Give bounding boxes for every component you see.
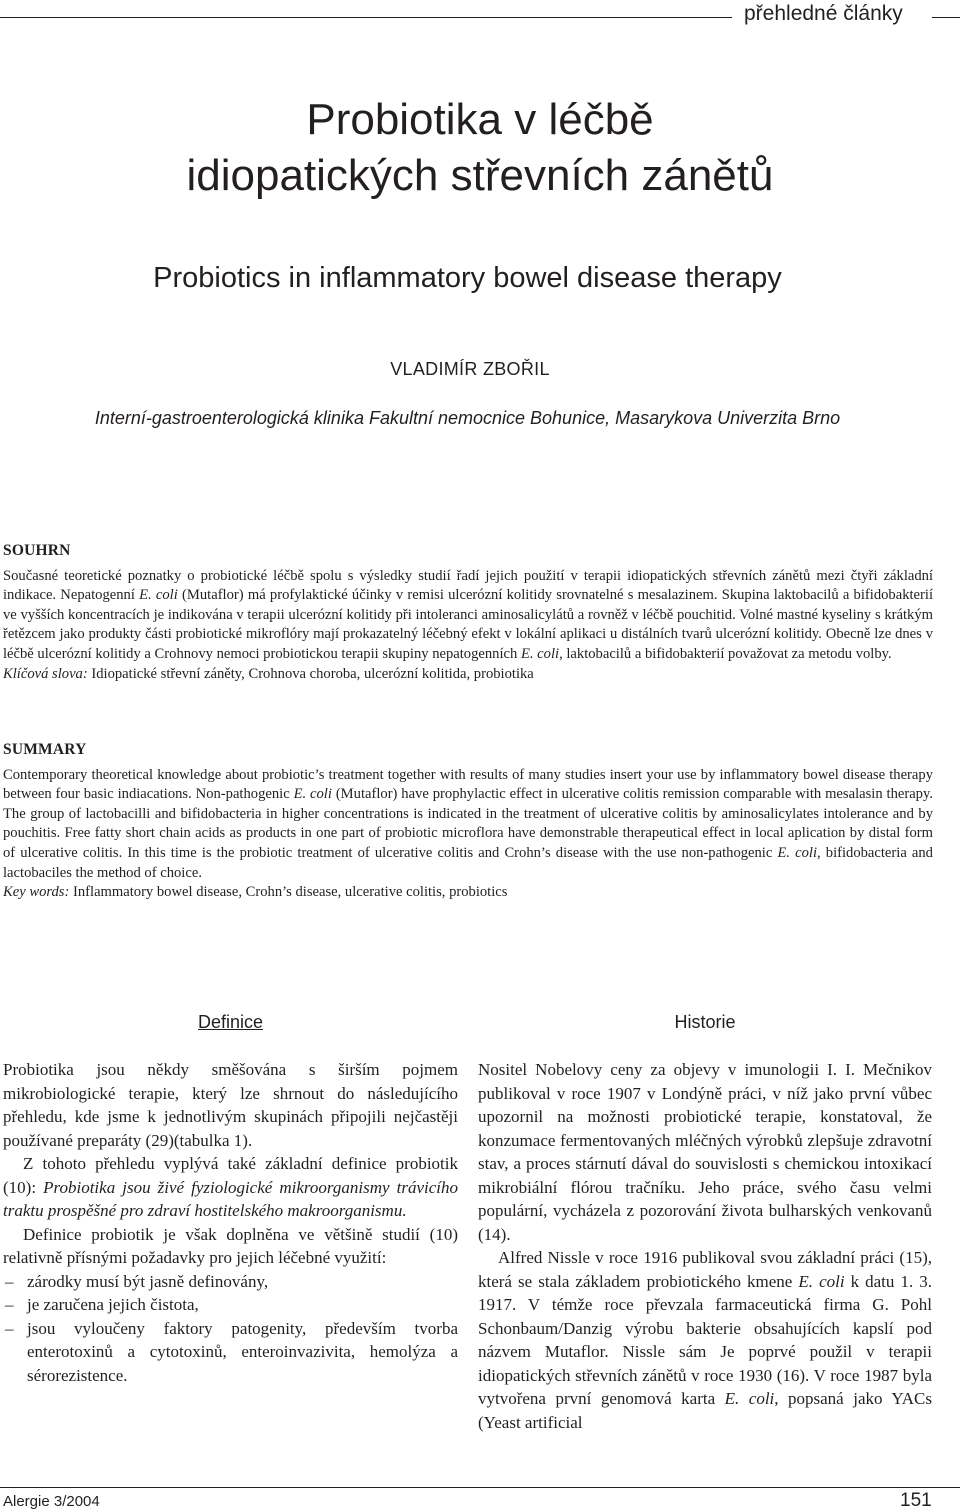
article-title <box>0 92 960 204</box>
keywords-english <box>3 883 933 903</box>
keywords-czech-list: Idiopatické střevní záněty, Crohnova choroba, ulcerózní kolitida, probiotika <box>87 665 534 682</box>
paragraph: Definice probiotik je však doplněna ve většině studií (10) relativně přísnými požadavky pro jejich léčebné využití: <box>3 1224 458 1267</box>
section-label: přehledné články <box>744 2 903 25</box>
list-item: – je zaručena jejich čistota, <box>3 1293 458 1317</box>
abstract-english-heading: SUMMARY <box>3 741 87 758</box>
author-affiliation: Interní-gastroenterologická klinika Fakultní nemocnice Bohunice, Masarykova Univerzita Brno <box>94 408 841 428</box>
abstract-english-text-part: Contemporary theoretical knowledge about probiotic’s treatment together with results of many studies insert your use by inflammatory bowel disease therapy between four basic indiacations. Non-pathogenic <box>3 766 933 803</box>
abstract-czech-text-part: , laktobacilů a bifidobakterií považovat za metodu volby. <box>559 645 892 662</box>
list-item: – zárodky musí být jasně definovány, <box>3 1270 458 1294</box>
list-item: – jsou vyloučeny faktory patogenity, především tvorba enterotoxinů a cytotoxinů, enteroinvazivita, hemolýza a sérorezistence. <box>3 1317 458 1388</box>
paragraph <box>478 1246 932 1434</box>
paragraph <box>3 1152 458 1223</box>
paragraph: Nositel Nobelovy ceny za objevy v imunologii I. I. Mečnikov publikoval v roce 1907 v Londýně práci, v níž jako první vůbec upozornil na možnosti probiotické terapie, konstatoval, že konzumace fermentovaných mléčných výrobků zlepšuje zdravotní stav, a proces stárnutí dával do souvislosti s chemickou intoxikací mikrobiální flórou tračníku. Jeho práce, svého času velmi populární, vycházela z pozorování života bulharských venkovanů (14). <box>478 1060 932 1244</box>
paragraph-part: Z tohoto přehledu vyplývá také základní definice probiotik (10): <box>3 1154 458 1197</box>
page-number: 151 <box>900 1490 932 1511</box>
section-heading-historie: Historie <box>674 1012 736 1032</box>
article-title-line-2: idiopatických střevních zánětů <box>186 151 774 200</box>
article-subtitle: Probiotics in inflammatory bowel disease therapy <box>153 262 782 294</box>
definition-quote: Probiotika jsou živé fyziologické mikroorganismy trávicího traktu prospěšné pro zdraví hostitelského makroorganismu. <box>3 1177 458 1220</box>
section-heading-definice: Definice <box>197 1012 264 1032</box>
keywords-czech-label: Klíčová slova: <box>3 665 88 682</box>
species-name: E. coli <box>777 844 818 861</box>
keywords-english-list: Inflammatory bowel disease, Crohn’s disease, ulcerative colitis, probiotics <box>69 884 508 901</box>
journal-issue: Alergie 3/2004 <box>3 1493 100 1510</box>
paragraph-part: Alfred Nissle v roce 1916 publikoval svou základní práci (15), která se stala základem probiotického kmene <box>478 1248 932 1291</box>
column-historie <box>478 1058 932 1434</box>
paragraph-part: , popsaná jako YACs (Yeast artificial <box>478 1389 932 1432</box>
abstract-english <box>3 740 933 903</box>
requirements-list <box>3 1270 458 1388</box>
article-title-line-1: Probiotika v léčbě <box>306 95 654 144</box>
abstract-czech-heading: SOUHRN <box>3 542 71 559</box>
abstract-english-text-part: , bifidobacteria and lactobaciles the method of choice. <box>3 844 933 881</box>
species-name: E. coli <box>293 786 332 803</box>
author-name: VLADIMÍR ZBOŘIL <box>390 359 550 379</box>
paragraph-part: k datu 1. 3. 1917. V témže roce převzala farmaceutická firma G. Pohl Schonbaum/Danzig výrobu bakterie obsahujících kapslí pod názvem Mutaflor. Nissle sám Je poprvé použil v terapii idiopatických střevních zánětů v roce 1930 (16). V roce 1987 byla vytvořena první genomová karta <box>478 1271 932 1408</box>
species-name: E. coli <box>724 1389 775 1408</box>
header-rule-left <box>0 17 732 18</box>
species-name: E. coli <box>139 587 178 604</box>
abstract-english-text <box>3 766 933 884</box>
keywords-english-label: Key words: <box>3 884 70 901</box>
keywords-czech <box>3 665 933 685</box>
species-name: E. coli <box>798 1271 845 1291</box>
abstract-english-text-part: (Mutaflor) have prophylactic effect in ulcerative colitis remission comparable with mesalasin therapy. The group of lactobacilli and bifidobacteria in higher concentrations is indicated in the treatment of ulcerative colitis by aminosalicylates intolerance and by pouchitis. Free fatty short chain acids as products in one part of probiotic microflora have demonstrable therapeutical effect in local aplication by distal form of ulcerative colitis. In this time is the probiotic treatment of ulcerative colitis and Crohn’s disease with the use non-pathogenic <box>3 786 933 861</box>
abstract-czech-text <box>3 567 933 665</box>
paragraph: Probiotika jsou někdy směšována s širším pojmem mikrobiologické terapie, který lze shrnout do následujícího přehledu, kde jsme k jednotlivým skupinách připojili nejčastěji používané preparáty (29)(tabulka 1). <box>3 1060 458 1150</box>
abstract-czech-text-part: (Mutaflor) má profylaktické účinky v remisi ulcerózní kolitidy srovnatelné s mesalazinem. Skupina laktobacilů a bifidobakterií ve vyšších koncentracích je indikována v terapii ulcerózní kolitidy při intoleranci aminosalicylátů a rovněž v léčbě pouchitid. Volné mastné kyseliny s krátkým řetězcem jako produkty části probiotické mikroflóry mají prokazatelný léčebný efekt v lokální aplikaci u distálních tvarů ulcerózní kolitidy. Obecně lze dnes v léčbě ulcerózní kolitidy a Crohnovy nemoci probiotickou terapii skupiny nepatogenních <box>3 587 933 662</box>
species-name: E. coli <box>520 645 560 662</box>
abstract-czech-text-part: Současné teoretické poznatky o probiotické léčbě spolu s výsledky studií řadí jejich použití v terapii idiopatických střevních zánětů mezi čtyři základní indikace. Nepatogenní <box>3 567 933 604</box>
abstract-czech <box>3 541 933 684</box>
column-definice <box>3 1058 458 1387</box>
header-rule-right <box>932 17 960 18</box>
footer-rule <box>0 1487 960 1488</box>
